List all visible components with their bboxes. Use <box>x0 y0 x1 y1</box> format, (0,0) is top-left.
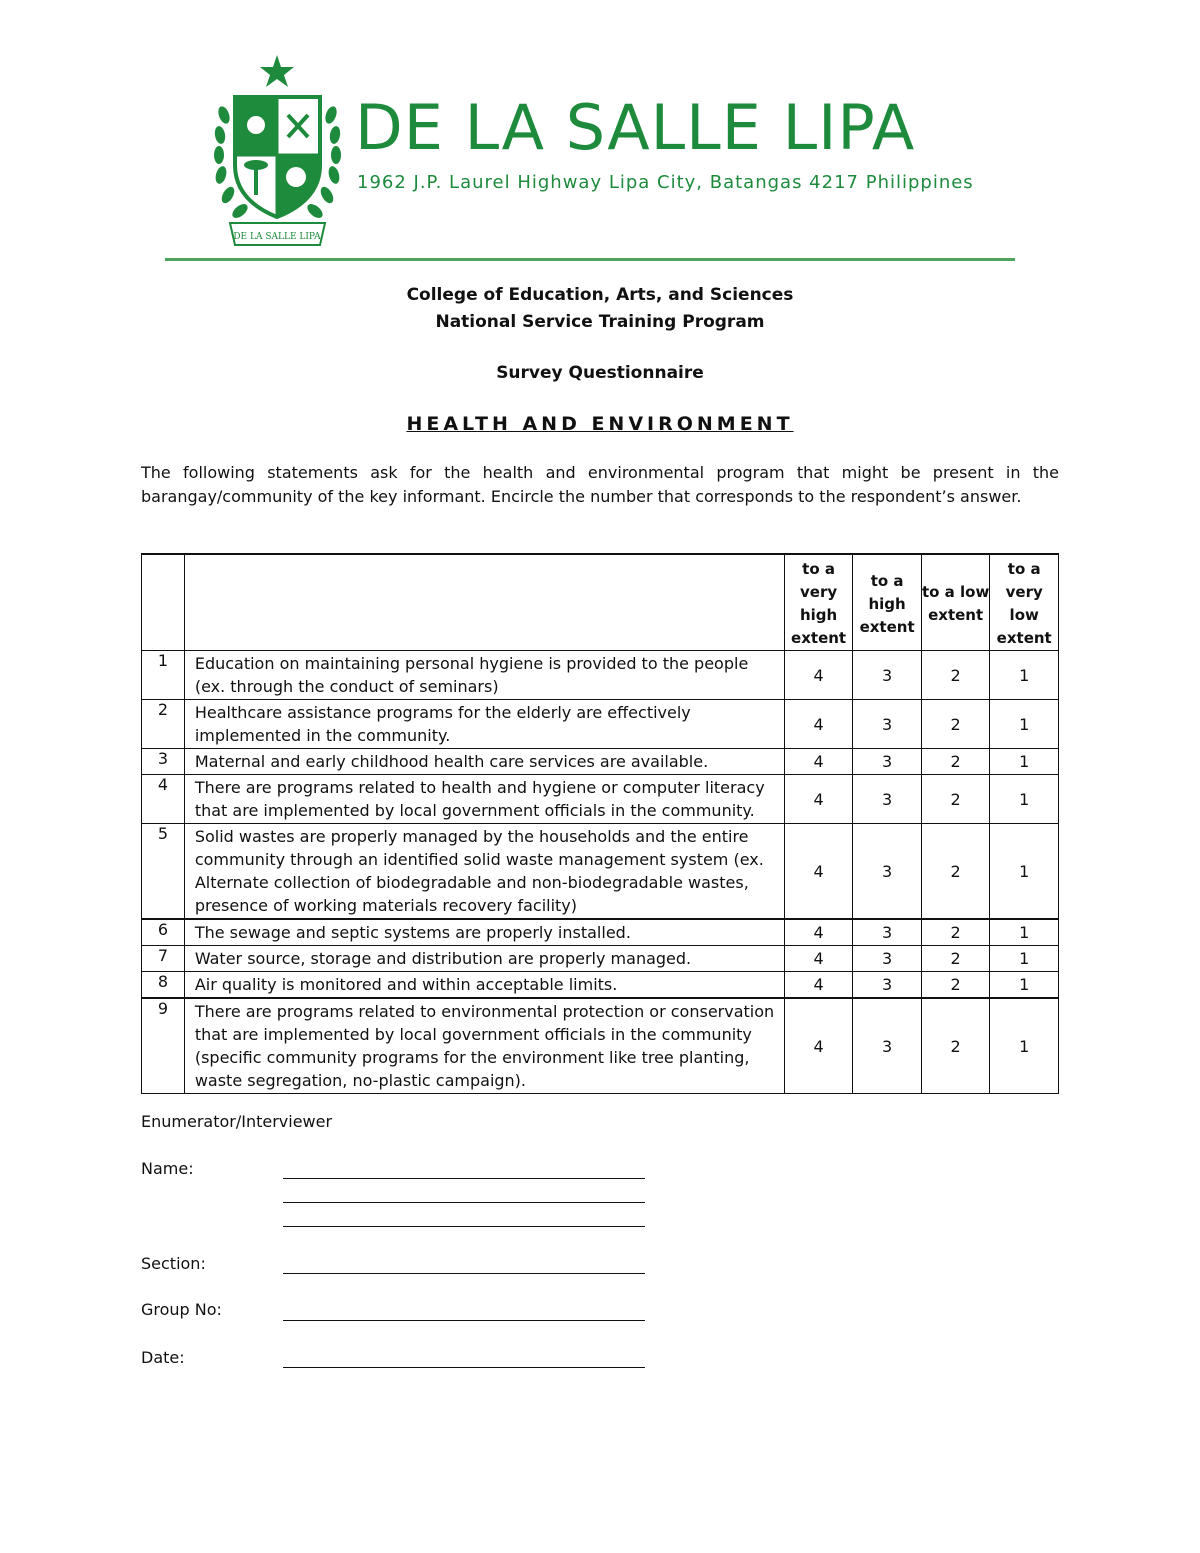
rating-option-4[interactable]: 4 <box>784 998 853 1094</box>
row-number: 5 <box>142 824 185 920</box>
rating-option-1[interactable]: 1 <box>990 919 1059 946</box>
rating-option-3[interactable]: 3 <box>853 919 922 946</box>
row-number: 3 <box>142 749 185 775</box>
row-statement: There are programs related to environmental protection or conservation that are implemented by local government officials in the community (specific community programs for the environment like tree planting, waste segregation, no-plastic campaign). <box>184 998 784 1094</box>
rating-option-3[interactable]: 3 <box>853 998 922 1094</box>
rating-option-1[interactable]: 1 <box>990 998 1059 1094</box>
rating-option-1[interactable]: 1 <box>990 700 1059 749</box>
rating-option-4[interactable]: 4 <box>784 775 853 824</box>
table-row <box>142 824 1059 920</box>
enumerator-label: Enumerator/Interviewer <box>141 1112 333 1131</box>
rating-option-4[interactable]: 4 <box>784 651 853 700</box>
name-line-3[interactable] <box>283 1226 645 1227</box>
rating-option-3[interactable]: 3 <box>853 651 922 700</box>
rating-option-4[interactable]: 4 <box>784 972 853 999</box>
school-crest-logo <box>210 55 345 247</box>
rating-option-2[interactable]: 2 <box>921 998 990 1094</box>
rating-option-3[interactable]: 3 <box>853 824 922 920</box>
rating-option-4[interactable]: 4 <box>784 749 853 775</box>
rating-option-1[interactable]: 1 <box>990 651 1059 700</box>
program-title: National Service Training Program <box>435 312 765 332</box>
rating-option-2[interactable]: 2 <box>921 946 990 972</box>
section-line[interactable] <box>283 1273 645 1274</box>
row-statement: Education on maintaining personal hygiene is provided to the people (ex. through the conduct of seminars) <box>184 651 784 700</box>
row-statement: Healthcare assistance programs for the elderly are effectively implemented in the community. <box>184 700 784 749</box>
row-number: 2 <box>142 700 185 749</box>
rating-option-1[interactable]: 1 <box>990 775 1059 824</box>
table-row <box>142 919 1059 946</box>
header-scale-1: to a very low extent <box>990 554 1059 651</box>
rating-option-3[interactable]: 3 <box>853 946 922 972</box>
rating-option-2[interactable]: 2 <box>921 700 990 749</box>
section-label: Section: <box>141 1254 206 1273</box>
table-row <box>142 749 1059 775</box>
rating-option-1[interactable]: 1 <box>990 972 1059 999</box>
row-statement: The sewage and septic systems are properly installed. <box>184 919 784 946</box>
group-label: Group No: <box>141 1300 222 1319</box>
instructions-paragraph: The following statements ask for the health and environmental program that might be present in the barangay/community of the key informant. Encircle the number that corresponds to the respondent’s answer. <box>141 463 1059 506</box>
date-label: Date: <box>141 1348 185 1367</box>
college-title: College of Education, Arts, and Sciences <box>406 285 794 305</box>
rating-option-2[interactable]: 2 <box>921 824 990 920</box>
row-statement: Maternal and early childhood health care services are available. <box>184 749 784 775</box>
letterhead <box>210 55 974 250</box>
rating-option-2[interactable]: 2 <box>921 919 990 946</box>
rating-option-3[interactable]: 3 <box>853 749 922 775</box>
rating-option-3[interactable]: 3 <box>853 700 922 749</box>
row-number: 6 <box>142 919 185 946</box>
row-number: 8 <box>142 972 185 999</box>
header-scale-2: to a low extent <box>921 554 990 651</box>
date-line[interactable] <box>283 1367 645 1368</box>
row-statement: Solid wastes are properly managed by the households and the entire community through an identified solid waste management system (ex. Alternate collection of biodegradable and non-biodegradable wastes, presence of working materials recovery facility) <box>184 824 784 920</box>
school-name: DE LA SALLE LIPA <box>355 91 916 164</box>
row-statement: Water source, storage and distribution are properly managed. <box>184 946 784 972</box>
row-number: 7 <box>142 946 185 972</box>
header-divider <box>165 258 1015 261</box>
row-statement: There are programs related to health and hygiene or computer literacy that are implemented by local government officials in the community. <box>184 775 784 824</box>
table-row <box>142 946 1059 972</box>
table-row <box>142 972 1059 999</box>
header-cell-statement <box>184 554 784 651</box>
rating-option-4[interactable]: 4 <box>784 824 853 920</box>
rating-option-4[interactable]: 4 <box>784 700 853 749</box>
rating-option-3[interactable]: 3 <box>853 972 922 999</box>
rating-option-2[interactable]: 2 <box>921 775 990 824</box>
header-scale-4: to a very high extent <box>784 554 853 651</box>
rating-option-1[interactable]: 1 <box>990 749 1059 775</box>
table-header-row <box>142 554 1059 651</box>
document-type: Survey Questionnaire <box>496 363 704 383</box>
row-statement: Air quality is monitored and within acceptable limits. <box>184 972 784 999</box>
name-line-2[interactable] <box>283 1202 645 1203</box>
rating-option-4[interactable]: 4 <box>784 919 853 946</box>
rating-option-2[interactable]: 2 <box>921 749 990 775</box>
row-number: 4 <box>142 775 185 824</box>
rating-option-4[interactable]: 4 <box>784 946 853 972</box>
row-number: 1 <box>142 651 185 700</box>
rating-option-3[interactable]: 3 <box>853 775 922 824</box>
row-number: 9 <box>142 998 185 1094</box>
group-line[interactable] <box>283 1320 645 1321</box>
name-line-1[interactable] <box>283 1178 645 1179</box>
table-row <box>142 700 1059 749</box>
survey-table <box>141 553 1059 1094</box>
rating-option-1[interactable]: 1 <box>990 946 1059 972</box>
name-label: Name: <box>141 1159 194 1178</box>
table-row <box>142 651 1059 700</box>
svg-text:DE LA SALLE LIPA: DE LA SALLE LIPA <box>233 232 321 242</box>
rating-option-1[interactable]: 1 <box>990 824 1059 920</box>
rating-option-2[interactable]: 2 <box>921 651 990 700</box>
table-row <box>142 775 1059 824</box>
school-address: 1962 J.P. Laurel Highway Lipa City, Batangas 4217 Philippines <box>357 172 974 193</box>
table-row <box>142 998 1059 1094</box>
rating-option-2[interactable]: 2 <box>921 972 990 999</box>
header-scale-3: to a high extent <box>853 554 922 651</box>
header-cell-number <box>142 554 185 651</box>
section-heading: HEALTH AND ENVIRONMENT <box>406 413 794 435</box>
